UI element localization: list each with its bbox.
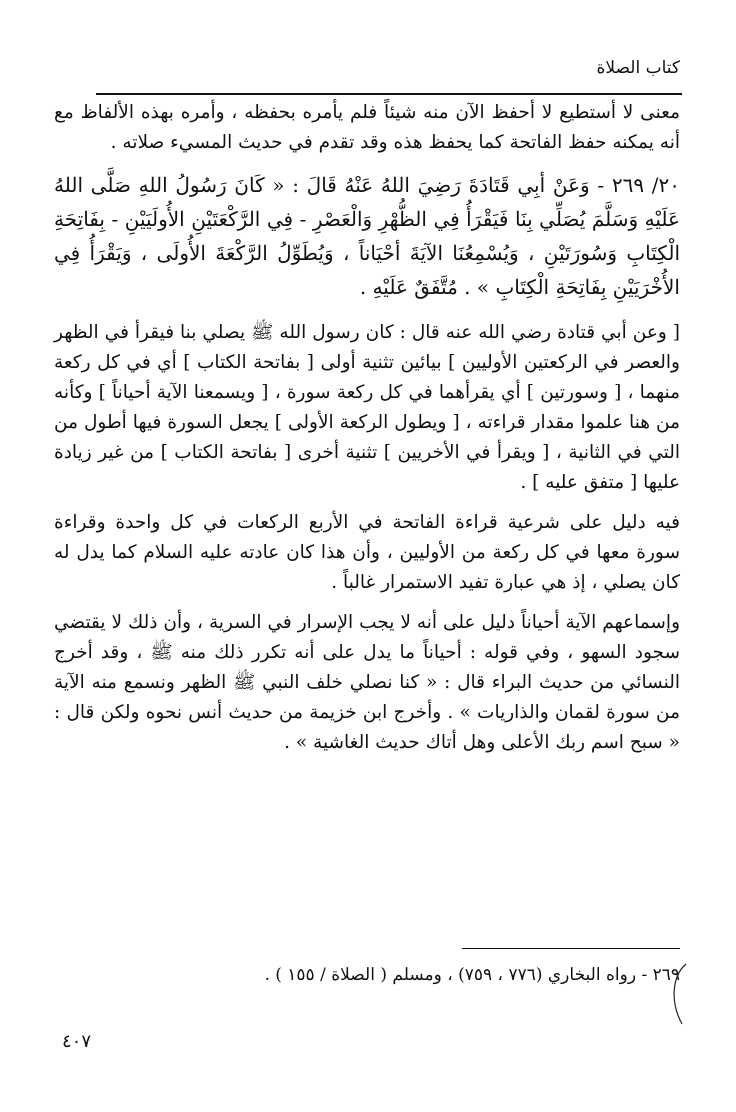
hadith-text: ٢٠/ ٢٦٩ - وَعَنْ أبِي قَتَادَةَ رَضِيَ اللهُ عَنْهُ قَالَ : « كَانَ رَسُولُ اللهِ صَلَّى اللهُ عَلَيْهِ وَسَلَّمَ يُصَلِّي بِنَا فَيَقْرَأُ فِي الظُّهْرِ وَالْعَصْرِ - فِي الرَّكْعَتَيْنِ الأُولَيَيْنِ - بِفَاتِحَةِ الْكِتَابِ وَسُورَتَيْنِ ، وَيُسْمِعُنَا الآيَةَ أحْيَاناً ، وَيُطَوِّلُ الرَّكْعَةَ الأُولَى ، وَيَقْرَأُ فِي الأُخْرَيَيْنِ بِفَاتِحَةِ الْكِتَابِ » . مُتَّفَقٌ عَلَيْهِ . <box>54 173 680 299</box>
header-rule <box>96 93 682 95</box>
footnote: ٢٦٩ - رواه البخاري (٧٧٦ ، ٧٥٩) ، ومسلم ( الصلاة / ١٥٥ ) . <box>264 965 680 985</box>
paragraph-ruling: فيه دليل على شرعية قراءة الفاتحة في الأربع الركعات في كل واحدة وقراءة سورة معها في كل ركعة من الأوليين ، وأن هذا كان عادته عليه السلام كما يدل له كان يصلي ، إذ هي عبارة تفيد الاستمرار غالباً . <box>54 512 680 593</box>
running-header: كتاب الصلاة <box>596 58 680 78</box>
footnote-rule <box>462 948 680 949</box>
paragraph-commentary: [ وعن أبي قتادة رضي الله عنه قال : كان رسول الله ﷺ يصلي بنا فيقرأ في الظهر والعصر في الركعتين الأوليين ] بيائين تثنية أولى [ بفاتحة الكتاب ] أي في كل ركعة منهما ، [ وسورتين ] أي يقرأهما في كل ركعة سورة ، [ ويسمعنا الآية أحياناً ] وكأنه من هنا علموا مقدار قراءته ، [ ويطول الركعة الأولى ] يجعل السورة فيها أطول من التي في الثانية ، [ ويقرأ في الأخريين ] تثنية أخرى [ بفاتحة الكتاب ] من غير زيادة عليها [ متفق عليه ] . <box>54 322 680 493</box>
main-text <box>54 98 680 768</box>
paragraph-intro: معنى لا أستطيع لا أحفظ الآن منه شيئاً فلم يأمره بحفظه ، وأمره بهذه الألفاظ مع أنه يمكنه حفظ الفاتحة كما يحفظ هذه وقد تقدم في حديث المسيء صلاته . <box>54 102 680 153</box>
page-edge-curve <box>668 962 690 1026</box>
paragraph-audible-recitation: وإسماعهم الآية أحياناً دليل على أنه لا يجب الإسرار في السرية ، وأن ذلك لا يقتضي سجود السهو ، وفي قوله : أحياناً ما يدل على أنه تكرر ذلك منه ﷺ ، وقد أخرج النسائي من حديث البراء قال : « كنا نصلي خلف النبي ﷺ الظهر ونسمع منه الآية من سورة لقمان والذاريات » . وأخرج ابن خزيمة من حديث أنس نحوه ولكن قال : « سبح اسم ربك الأعلى وهل أتاك حديث الغاشية » . <box>54 612 680 753</box>
page-number: ٤٠٧ <box>62 1031 92 1052</box>
